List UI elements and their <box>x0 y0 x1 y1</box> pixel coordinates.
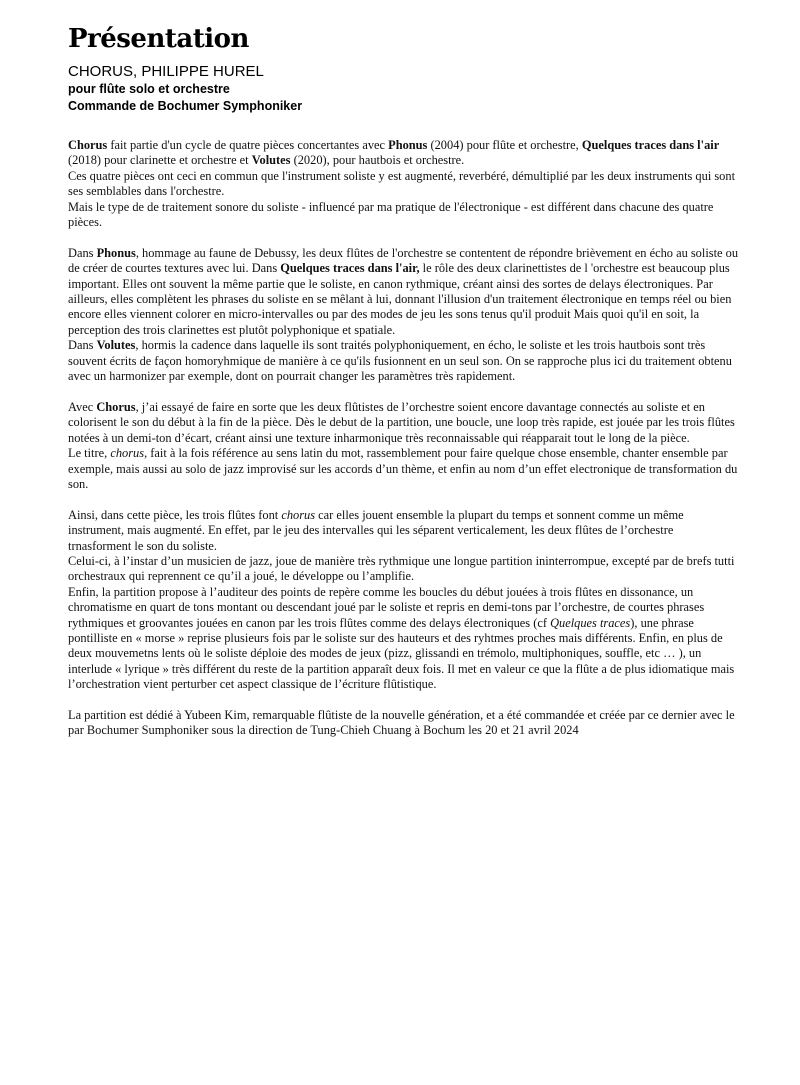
italic-run: chorus <box>110 446 145 461</box>
work-title: CHORUS, PHILIPPE HUREL <box>68 63 264 80</box>
text-run: fait partie d'un cycle de quatre pièces concertantes avec <box>107 138 389 152</box>
text-run: car elles jouent ensemble la plupart du temps et sonnent comme un même instrument, mais augmenté. En effet, par le jeu des intervalles qui les séparent verticalement, les deux flûtes de l’orchestre trnasforment le son du soliste. <box>68 507 684 553</box>
bold-run: Quelques traces dans l'air <box>581 138 720 152</box>
paragraph-line <box>68 585 738 693</box>
paragraph <box>68 508 738 693</box>
text-run: (2004) pour flûte et orchestre, <box>427 138 582 152</box>
page-title: Présentation <box>68 24 249 54</box>
commission-line: Commande de Bochumer Symphoniker <box>68 99 303 113</box>
paragraph-line <box>68 508 738 554</box>
text-run: La partition est dédié à Yubeen Kim, remarquable flûtiste de la nouvelle génération, et a été commandée et créée par ce dernier avec le par Bochumer Sumphoniker sous la direction de Tung-Chieh Chuang à Bochum les 20 et 21 avril 2024 <box>68 707 735 738</box>
bold-run: Phonus <box>388 138 428 152</box>
paragraph-line <box>68 400 738 446</box>
paragraph-line <box>68 138 738 169</box>
text-run: (2018) pour clarinette et orchestre et <box>68 153 252 168</box>
text-run: Dans <box>68 245 97 260</box>
text-run: (2020), pour hautbois et orchestre. <box>290 153 465 168</box>
bold-run: Volutes <box>96 338 136 353</box>
paragraph-line <box>68 554 738 585</box>
bold-run: Quelques traces dans l'air, <box>280 261 420 276</box>
text-run: Ainsi, dans cette pièce, les trois flûtes font <box>68 507 282 522</box>
text-run: Dans <box>68 338 97 353</box>
paragraph-line <box>68 708 738 739</box>
paragraph <box>68 708 738 739</box>
paragraph-line <box>68 246 738 338</box>
italic-run: Quelques traces <box>550 615 631 630</box>
text-run: , fait à la fois référence au sens latin du mot, rassemblement pour faire quelque chose ensemble, chanter ensemble par exemple, mais aussi au solo de jazz improvisé sur les accords d’un thème, et enfin au nom d’un effet electronique de transformation du son. <box>68 446 738 491</box>
paragraph <box>68 138 738 230</box>
bold-run: Volutes <box>251 153 291 168</box>
text-run: Ces quatre pièces ont ceci en commun que l'instrument soliste y est augmenté, reverbéré, démultiplié par les deux instruments qui sont ses semblables dans l'orchestre. <box>68 168 736 199</box>
text-run: Le titre, <box>68 446 111 461</box>
text-run: , hormis la cadence dans laquelle ils sont traités polyphoniquement, en écho, le soliste et les trois hautbois sont très souvent écrits de façon homoryhmique de manière à ce qu'ils fusionnent en un seul son. On se rapproche plus ici du traitement obtenu avec un harmonizer par exemple, dont on pourrait changer les paramètres très rapidement. <box>68 338 732 384</box>
paragraph-line <box>68 200 738 231</box>
bold-run: Phonus <box>96 245 136 260</box>
bold-run: Chorus <box>68 138 108 152</box>
text-run: le rôle des deux clarinettistes de l 'orchestre est beaucoup plus important. Elles ont souvent la même partie que le soliste, en canon rythmique, créant ainsi des sortes de delays électroniques. Par ailleurs, elles complètent les phrases du soliste en se mêlant à lui, donnant l'illusion d'un traitement électronique en temps réel ou bien encore elles viennent colorer en micro-intervalles ou par des modes de jeu les sons tenus qu'il produit Mais quoi qu'il en soit, la perception des trois clarinettes est plutôt polyphonique et spatiale. <box>68 261 732 337</box>
paragraph-line <box>68 169 738 200</box>
text-run: Celui-ci, à l’instar d’un musicien de jazz, joue de manière très rythmique une longue partition ininterrompue, excepté par de brefs tutti orchestraux qui reprennent ce qu’il a joué, le développe ou l’amplifie. <box>68 553 735 584</box>
text-run: ), une phrase pontilliste en « morse » reprise plusieurs fois par le soliste sur des hauteurs et des ryhtmes proches mais différents. Enfin, en plus de deux mouvemetns lents où le soliste déploie des modes de jeux (pizz, glissandi en trémolo, multiphoniques, souffle, etc … ), un interlude « lyrique » très différent du reste de la partition apparaît deux fois. Il met en valeur ce que la flûte a de plus idiomatique mais l’orchestration vient perturber cet aspect classique de l’écriture flûtistique. <box>68 615 735 692</box>
text-run: , j’ai essayé de faire en sorte que les deux flûtistes de l’orchestre soient encore davantage connectés au soliste et en colorisent le son du début à la fin de la pièce. Dès le debut de la partition, une boucle, une loop très rapide, est jouée par les trois flûtes notées à un demi-ton d’écart, créant ainsi une texture inharmonique très reconnaissable qui réapparait tout le long de la pièce. <box>68 399 735 445</box>
document-page <box>68 22 738 739</box>
paragraph <box>68 246 738 385</box>
presentation-body <box>68 138 738 739</box>
paragraph <box>68 400 738 492</box>
paragraph-line <box>68 446 738 492</box>
bold-run: Chorus <box>96 399 136 414</box>
paragraph-line <box>68 338 738 384</box>
text-run: Avec <box>68 399 97 414</box>
instrumentation-line: pour flûte solo et orchestre <box>68 82 230 96</box>
text-run: , hommage au faune de Debussy, les deux flûtes de l'orchestre se contentent de répondre brièvement en écho au soliste ou de créer de courtes textures avec lui. Dans <box>68 245 739 276</box>
italic-run: chorus <box>281 507 316 522</box>
text-run: Mais le type de de traitement sonore du soliste - influencé par ma pratique de l'électronique - est différent dans chacune des quatre pièces. <box>68 199 714 230</box>
text-run: Enfin, la partition propose à l’auditeur des points de repère comme les boucles du début jouées à trois flûtes en dissonance, un chromatisme en quart de tons montant ou descendant joué par le soliste et repris en demi-tons par l’orchestre, de courtes phrases rythmiques et groovantes jouées en canon par les trois flûtes comme des delays électroniques (cf <box>68 584 705 630</box>
